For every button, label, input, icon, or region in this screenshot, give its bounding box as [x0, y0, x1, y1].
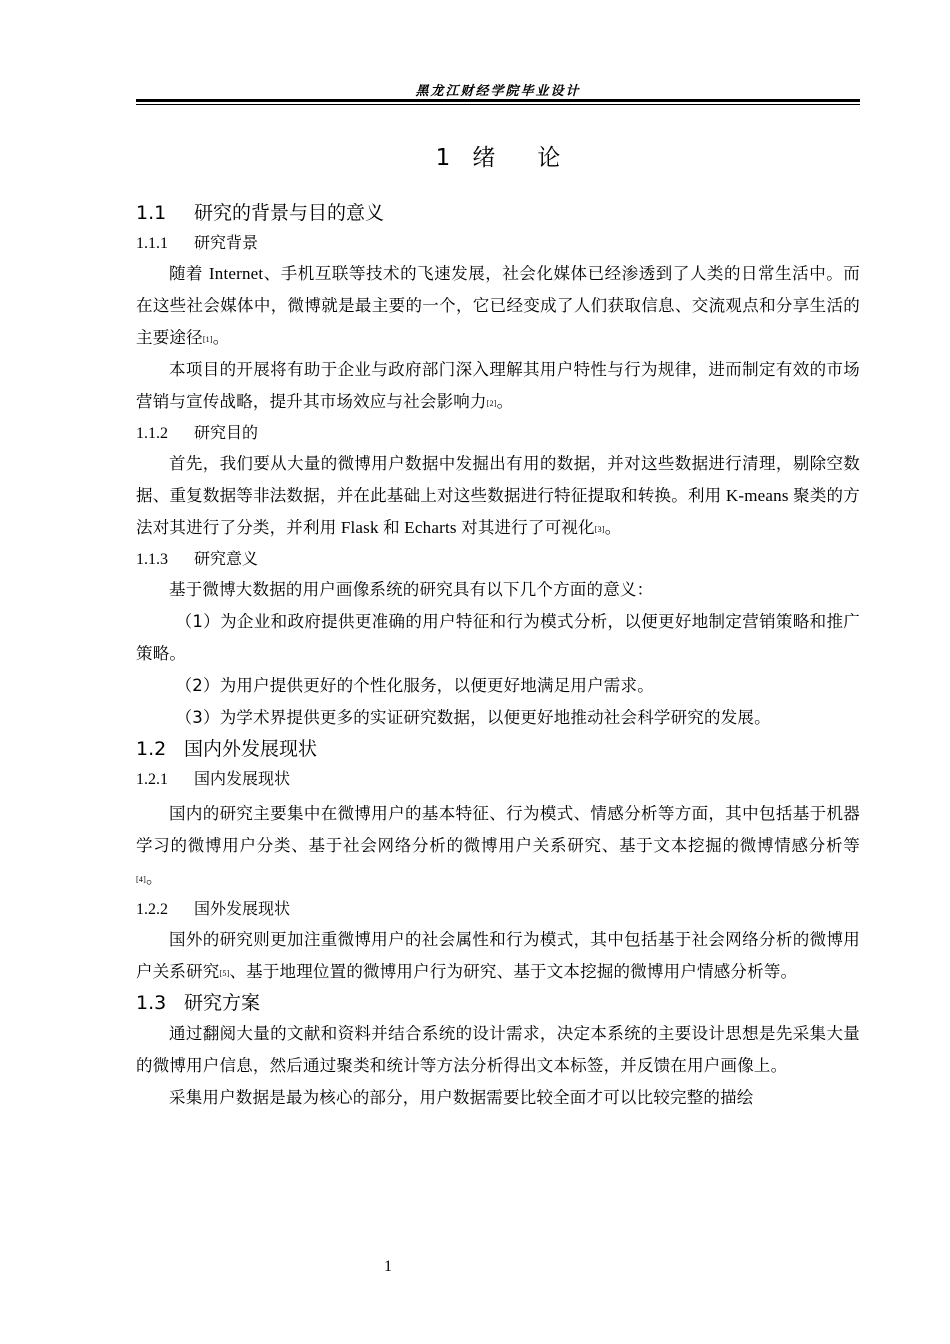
section-number: 1.1 [136, 202, 167, 224]
section-title: 研究的背景与目的意义 [194, 202, 385, 224]
subsection-number: 1.2.2 [136, 901, 168, 918]
section-title: 研究方案 [184, 992, 261, 1014]
subsection-heading-1-1-2 [136, 418, 860, 448]
section-number: 1.2 [136, 738, 167, 760]
paragraph-background-1 [136, 258, 860, 354]
citation-ref: [5] [219, 969, 230, 978]
text-run: 。 [145, 868, 163, 887]
list-item-3: （3）为学术界提供更多的实证研究数据，以便更好地推动社会科学研究的发展。 [175, 708, 771, 727]
text-run-latin: Flask [336, 518, 384, 537]
subsection-heading-1-2-2 [136, 894, 860, 924]
text-run: 首先，我们要从大量的微博用户数据中发掘出有用的数据，并对这些数据进行清理，剔除空数据、重复数据等非法数据，并在此基础上对这些数据进行特征提取和转换。利用 [136, 454, 860, 505]
section-number: 1.3 [136, 992, 167, 1014]
text-run: 随着 [169, 264, 204, 283]
section-title: 国内外发展现状 [184, 738, 318, 760]
running-header: 黑龙江财经学院毕业设计 [415, 84, 581, 99]
paragraph-plan-1: 通过翻阅大量的文献和资料并结合系统的设计需求，决定本系统的主要设计思想是先采集大量的微博用户信息，然后通过聚类和统计等方法分析得出文本标签，并反馈在用户画像上。 [136, 1024, 860, 1075]
subsection-number: 1.1.3 [136, 551, 168, 568]
citation-ref: [3] [594, 525, 605, 534]
subsection-heading-1-1-3 [136, 544, 860, 574]
page-content [136, 140, 860, 1114]
text-run: 。 [604, 518, 622, 537]
subsection-title: 研究背景 [194, 233, 259, 252]
paragraph-domestic [136, 798, 860, 894]
text-run-latin: Echarts [399, 518, 462, 537]
text-run: 。 [212, 328, 230, 347]
text-run-latin: Internet [208, 264, 264, 283]
subsection-title: 研究目的 [194, 423, 259, 442]
text-run: 对其进行了可视化 [461, 518, 595, 537]
subsection-title: 国外发展现状 [194, 899, 291, 918]
citation-ref: [4] [136, 875, 146, 884]
chapter-title [136, 140, 860, 176]
header-rule-thick [136, 99, 860, 102]
subsection-heading-1-2-1 [136, 764, 860, 794]
subsection-title: 研究意义 [194, 549, 259, 568]
section-heading-1-1 [136, 198, 860, 228]
text-run: 、基于地理位置的微博用户行为研究、基于文本挖掘的微博用户情感分析等。 [229, 962, 798, 981]
text-run: 和 [383, 518, 400, 537]
page-number: 1 [384, 1258, 392, 1275]
paragraph-purpose [136, 448, 860, 544]
paragraph-background-2 [136, 354, 860, 418]
paragraph-significance: 基于微博大数据的用户画像系统的研究具有以下几个方面的意义： [169, 580, 654, 599]
paragraph-plan-2: 采集用户数据是最为核心的部分，用户数据需要比较全面才可以比较完整的描绘 [169, 1088, 754, 1107]
text-run-latin: K-means [721, 486, 794, 505]
text-run: 、手机互联等技术的飞速发展，社会化媒体已经渗透到了人类的日常生活中。而在这些社会媒体中，微博就是最主要的一个，它已经变成了人们获取信息、交流观点和分享生活的主要途径 [136, 264, 860, 347]
paragraph-foreign [136, 924, 860, 988]
citation-ref: [1] [202, 335, 213, 344]
section-heading-1-3 [136, 988, 860, 1018]
text-run: 本项目的开展将有助于企业与政府部门深入理解其用户特性与行为规律，进而制定有效的市场营销与宣传战略，提升其市场效应与社会影响力 [136, 360, 860, 411]
chapter-title-char-2: 论 [537, 145, 561, 171]
chapter-number: 1 [435, 145, 451, 171]
text-run: 。 [496, 392, 514, 411]
subsection-number: 1.2.1 [136, 771, 168, 788]
subsection-number: 1.1.1 [136, 235, 168, 252]
section-heading-1-2 [136, 734, 860, 764]
text-run: 聚类的方法对其进行了分类，并利用 [136, 486, 860, 537]
text-run: 国内的研究主要集中在微博用户的基本特征、行为模式、情感分析等方面，其中包括基于机器学习的微博用户分类、基于社会网络分析的微博用户关系研究、基于文本挖掘的微博情感分析等 [136, 804, 860, 855]
header-rule-thin [136, 104, 860, 105]
subsection-heading-1-1-1 [136, 228, 860, 258]
subsection-number: 1.1.2 [136, 425, 168, 442]
text-run: 国外的研究则更加注重微博用户的社会属性和行为模式，其中包括基于社会网络分析的微博用户关系研究 [136, 930, 860, 981]
chapter-title-char-1: 绪 [472, 145, 538, 171]
subsection-title: 国内发展现状 [194, 769, 291, 788]
list-item-2: （2）为用户提供更好的个性化服务，以便更好地满足用户需求。 [175, 676, 654, 695]
citation-ref: [2] [486, 399, 497, 408]
list-item-1: （1）为企业和政府提供更准确的用户特征和行为模式分析，以便更好地制定营销策略和推广策略。 [136, 612, 860, 663]
